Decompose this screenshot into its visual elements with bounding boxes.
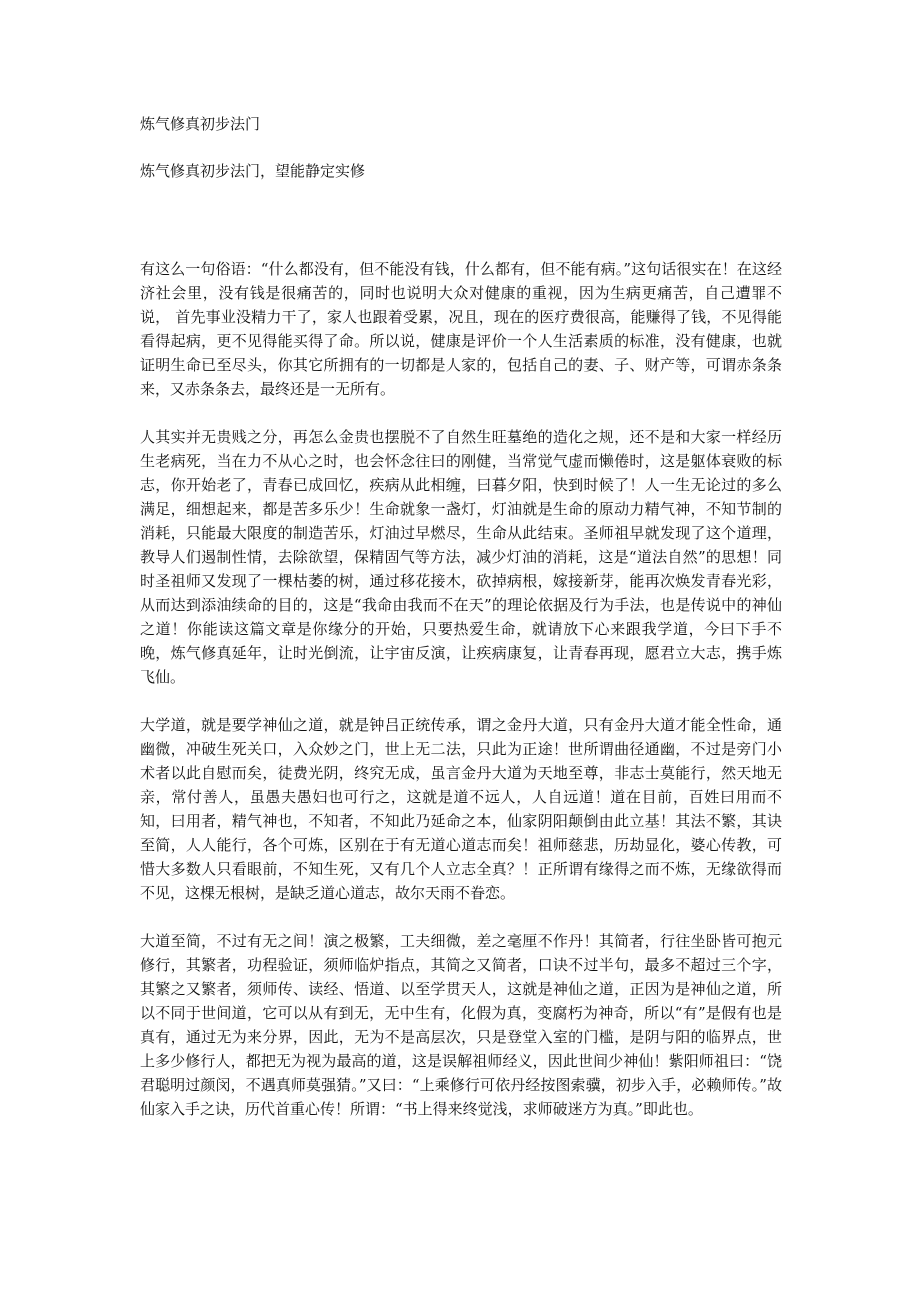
paragraph: 有这么一句俗语：“什么都没有，但不能没有钱，什么都有，但不能有病。”这句话很实在！在这经济社会里，没有钱是很痛苦的，同时也说明大众对健康的重视，因为生病更痛苦，自己遭罪不说， 首先事业没精力干了，家人也跟着受累，况且，现在的医疗费很高，能赚得了钱，不见得能看得起病，更不见得能买得了命。所以说，健康是评价一个人生活素质的标准，没有健康，也就证明生命已至尽头，你其它所拥有的一切都是人家的，包括自己的妻、子、财产等，可谓赤条条来，又赤条条去，最终还是一无所有。 [140,260,782,398]
paragraph: 大学道，就是要学神仙之道，就是钟吕正统传承，谓之金丹大道，只有金丹大道才能全性命，通幽微，冲破生死关口，入众妙之门，世上无二法，只此为正途！世所谓曲径通幽，不过是旁门小术者以此自慰而矣，徒费光阴，终究无成，虽言金丹大道为天地至尊，非志士莫能行，然天地无亲，常付善人，虽愚夫愚妇也可行之，这就是道不远人，人自远道！道在目前，百姓曰用而不知，曰用者，精气神也，不知者，不知此乃延命之本，仙家阴阳颠倒由此立基！其法不繁，其诀至简，人人能行，各个可炼，区别在于有无道心道志而矣！祖师慈悲，历劫显化，婆心传教，可惜大多数人只看眼前，不知生死，又有几个人立志全真？！正所谓有缘得之而不炼，无缘欲得而不见，这棵无根树，是缺乏道心道志，故尔天雨不眷恋。 [140,716,782,902]
document-title: 炼气修真初步法门 [140,115,261,133]
document-subtitle: 炼气修真初步法门，望能静定实修 [140,162,366,180]
paragraph: 人其实并无贵贱之分，再怎么金贵也摆脱不了自然生旺墓绝的造化之规，还不是和大家一样经历生老病死，当在力不从心之时，也会怀念往曰的刚健，当常觉气虚而懒倦时，这是躯体衰败的标志，你开始老了，青春已成回忆，疾病从此相缠，曰暮夕阳，快到时候了！人一生无论过的多么满足，细想起来，都是苦多乐少！生命就象一盏灯，灯油就是生命的原动力精气神，不知节制的消耗，只能最大限度的制造苦乐，灯油过早燃尽，生命从此结束。圣师祖早就发现了这个道理，教导人们遏制性情，去除欲望，保精固气等方法，减少灯油的消耗，这是“道法自然”的思想！同时圣祖师又发现了一棵枯萎的树，通过移花接木，砍掉病根，嫁接新芽，能再次焕发青春光彩，从而达到添油续命的目的，这是“我命由我而不在天”的理论依据及行为手法，也是传说中的神仙之道！你能读这篇文章是你缘分的开始，只要热爱生命，就请放下心来跟我学道，今曰下手不晚，炼气修真延年，让时光倒流，让宇宙反演，让疾病康复，让青春再现，愿君立大志，携手炼飞仙。 [140,428,782,686]
paragraph: 大道至简，不过有无之间！演之极繁，工夫细微，差之毫厘不作丹！其简者，行往坐卧皆可抱元修行，其繁者，功程验证，须师临炉指点，其简之又简者，口诀不过半句，最多不超过三个字，其繁之又繁者，须师传、读经、悟道、以至学贯天人，这就是神仙之道，正因为是神仙之道，所以不同于世间道，它可以从有到无，无中生有，化假为真，变腐朽为神奇，所以“有”是假有也是真有，通过无为来分界，因此，无为不是高层次，只是登堂入室的门槛，是阴与阳的临界点，世上多少修行人，都把无为视为最高的道，这是误解祖师经义，因此世间少神仙！紫阳师祖曰：“饶君聪明过颜闵，不遇真师莫强猜。”又曰：“上乘修行可依丹经按图索骥，初步入手，必赖师传。”故仙家入手之诀，历代首重心传！所谓：“书上得来终觉浅，求师破迷方为真。”即此也。 [140,932,782,1118]
document-body [140,257,782,1145]
